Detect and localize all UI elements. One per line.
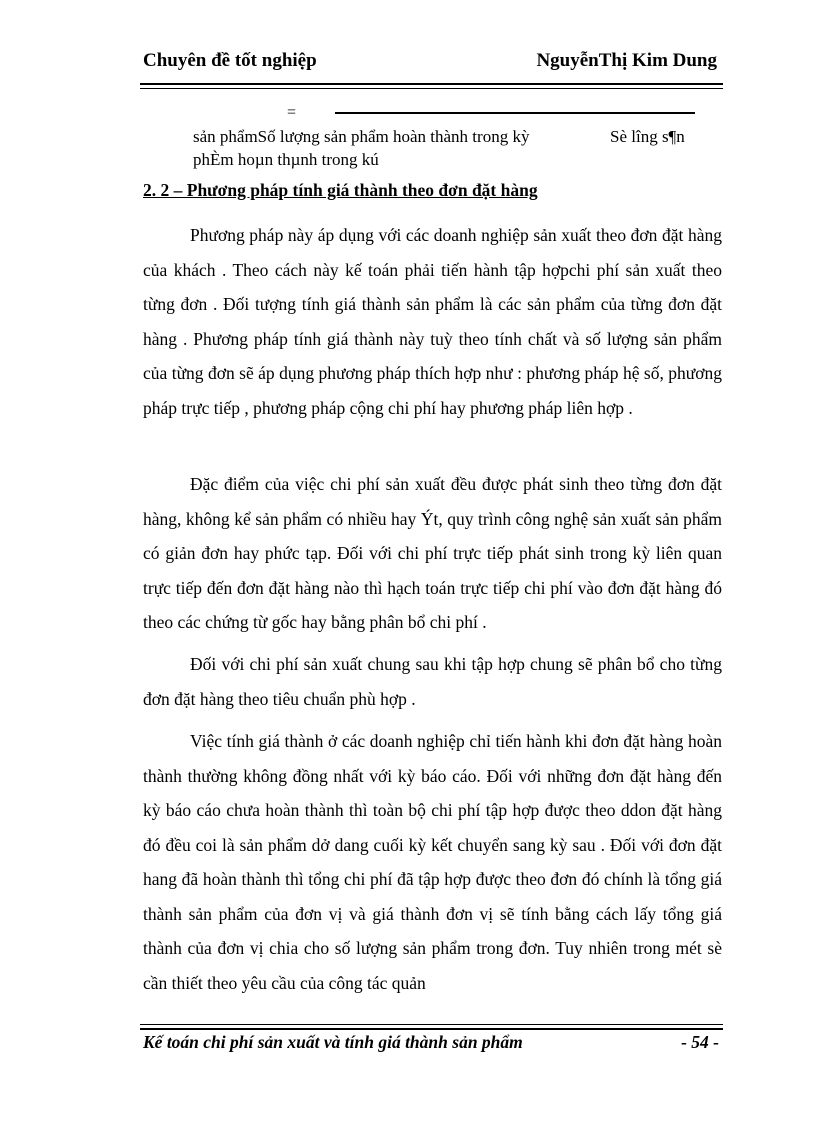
footer-rule-thick	[140, 1028, 723, 1030]
section-heading: 2. 2 – Phương pháp tính giá thành theo đơn đặt hàng	[143, 180, 538, 200]
footer-title: Kế toán chi phí sản xuất và tính giá thành sản phẩm	[143, 1032, 523, 1052]
paragraph-4: Việc tính giá thành ở các doanh nghiệp chỉ tiến hành khi đơn đặt hàng hoàn thành thường không đồng nhất với kỳ báo cáo. Đối với những đơn đặt hàng đến kỳ báo cáo chưa hoàn thành thì toàn bộ chi phí tập hợp được theo ddon đặt hàng đó đều coi là sản phẩm dở dang cuối kỳ kết chuyển sang kỳ sau . Đối với đơn đặt hang đã hoàn thành thì tổng chi phí đã tập hợp được theo đơn đó chính là tổng giá thành sản phẩm của đơn vị và giá thành đơn vị sẽ tính bằng cách lấy tổng giá thành của đơn vị chia cho số lượng sản phẩm trong đơn. Tuy nhiên trong mét sè cần thiết theo yêu cầu của công tác quản	[143, 731, 722, 993]
page-number: - 54 -	[681, 1032, 719, 1052]
paragraph-3: Đối với chi phí sản xuất chung sau khi tập hợp chung sẽ phân bổ cho từng đơn đặt hàng theo tiêu chuẩn phù hợp .	[143, 654, 722, 709]
header-author: NguyễnThị Kim Dung	[536, 50, 717, 71]
fraction-bar	[335, 112, 695, 114]
formula-line2: phÈm hoµn thµnh trong kú	[193, 150, 379, 169]
paragraph-1: Phương pháp này áp dụng với các doanh nghiệp sản xuất theo đơn đặt hàng của khách . Theo cách này kế toán phải tiến hành tập hợpchi phí sản xuất theo từng đơn . Đối tượng tính giá thành sản phẩm là các sản phẩm của từng đơn đặt hàng . Phương pháp tính giá thành này tuỳ theo tính chất và số lượng sản phẩm của từng đơn sẽ áp dụng phương pháp thích hợp như : phương pháp hệ số, phương pháp trực tiếp , phương pháp cộng chi phí hay phương pháp liên hợp .	[143, 225, 722, 418]
header-rule-thin	[140, 88, 723, 89]
paragraph-2: Đặc điểm của việc chi phí sản xuất đều được phát sinh theo từng đơn đặt hàng, không kể sản phẩm có nhiều hay Ýt, quy trình công nghệ sản xuất sản phẩm có giản đơn hay phức tạp. Đối với chi phí trực tiếp phát sinh trong kỳ liên quan trực tiếp đến đơn đặt hàng nào thì hạch toán trực tiếp chi phí vào đơn đặt hàng đó theo các chứng từ gốc hay bằng phân bổ chi phí .	[143, 474, 722, 632]
formula-line1-left: sản phẩmSố lượng sản phẩm hoàn thành trong kỳ	[193, 127, 530, 146]
formula-equals: =	[287, 104, 297, 121]
footer-rule-thin	[140, 1024, 723, 1025]
header-rule-thick	[140, 83, 723, 85]
header-title: Chuyên đề tốt nghiệp	[143, 50, 317, 71]
formula-line1-right: Sè lîng s¶n	[610, 127, 685, 146]
